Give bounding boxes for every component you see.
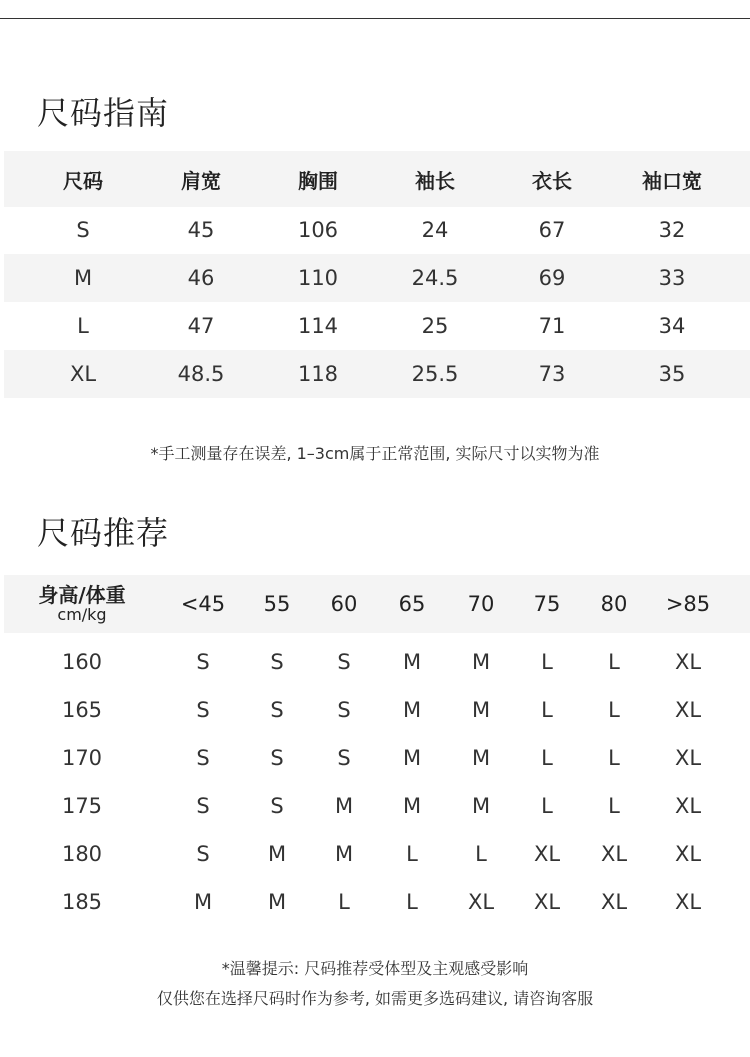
size-guide-cell: XL <box>69 362 97 386</box>
size-guide-cell: L <box>77 314 89 338</box>
weight-header-cell: 60 <box>330 592 358 616</box>
recommended-size-cell: L <box>475 842 487 866</box>
height-weight-unit: cm/kg <box>57 605 107 624</box>
recommended-size-cell: M <box>267 890 287 914</box>
size-recommendation-header-row <box>4 575 750 633</box>
recommended-size-cell: L <box>406 842 418 866</box>
recommended-size-cell: M <box>402 746 422 770</box>
recommended-size-cell: S <box>270 794 284 818</box>
weight-header-cell: <45 <box>180 592 226 616</box>
size-guide-header-cell: 肩宽 <box>181 168 221 193</box>
size-guide-header-cell: 袖口宽 <box>642 168 702 193</box>
recommended-size-cell: S <box>196 842 210 866</box>
recommended-size-cell: M <box>402 650 422 674</box>
recommended-size-cell: S <box>196 746 210 770</box>
measurement-note: *手工测量存在误差, 1–3cm属于正常范围, 实际尺寸以实物为准 <box>150 444 600 463</box>
recommended-size-cell: S <box>270 746 284 770</box>
recommended-size-cell: L <box>541 698 553 722</box>
height-cell: 160 <box>61 650 103 674</box>
weight-header-cell: 80 <box>600 592 628 616</box>
recommended-size-cell: L <box>541 650 553 674</box>
size-guide-row <box>4 206 750 254</box>
recommended-size-cell: M <box>471 650 491 674</box>
recommended-size-cell: M <box>334 794 354 818</box>
size-guide-row <box>4 350 750 398</box>
recommended-size-cell: S <box>196 698 210 722</box>
size-guide-cell: 69 <box>538 266 566 290</box>
recommended-size-cell: L <box>608 698 620 722</box>
weight-header-cell: 65 <box>398 592 426 616</box>
top-divider <box>0 18 750 19</box>
size-guide-row <box>4 254 750 302</box>
size-recommendation-row <box>4 782 750 830</box>
size-guide-cell: S <box>76 218 90 242</box>
size-recommendation-row <box>4 734 750 782</box>
recommended-size-cell: L <box>608 794 620 818</box>
recommended-size-cell: XL <box>674 698 702 722</box>
size-guide-cell: 71 <box>538 314 566 338</box>
size-recommendation-row <box>4 878 750 926</box>
size-guide-header-row <box>4 151 750 207</box>
size-guide-cell: 25 <box>421 314 449 338</box>
size-guide-header-cell: 衣长 <box>532 168 572 193</box>
recommended-size-cell: S <box>196 794 210 818</box>
size-guide-cell: M <box>73 266 93 290</box>
recommended-size-cell: L <box>608 746 620 770</box>
size-guide-cell: 47 <box>187 314 215 338</box>
size-guide-cell: 118 <box>297 362 339 386</box>
size-guide-cell: 32 <box>658 218 686 242</box>
size-recommendation-row <box>4 830 750 878</box>
size-guide-header-cell: 袖长 <box>415 168 455 193</box>
size-recommendation-title: 尺码推荐 <box>37 514 170 552</box>
recommended-size-cell: M <box>402 698 422 722</box>
recommended-size-cell: S <box>270 650 284 674</box>
recommended-size-cell: L <box>541 794 553 818</box>
recommended-size-cell: L <box>338 890 350 914</box>
weight-header-cell: >85 <box>665 592 711 616</box>
size-guide-cell: 46 <box>187 266 215 290</box>
recommended-size-cell: XL <box>600 842 628 866</box>
height-cell: 175 <box>61 794 103 818</box>
recommended-size-cell: S <box>337 650 351 674</box>
recommended-size-cell: M <box>471 794 491 818</box>
recommended-size-cell: M <box>193 890 213 914</box>
size-guide-cell: 33 <box>658 266 686 290</box>
size-guide-cell: 45 <box>187 218 215 242</box>
weight-header-cell: 70 <box>467 592 495 616</box>
size-guide-cell: 106 <box>297 218 339 242</box>
size-guide-header-cell: 胸围 <box>298 168 338 193</box>
weight-header-cell: 75 <box>533 592 561 616</box>
size-recommendation-row <box>4 638 750 686</box>
recommended-size-cell: S <box>196 650 210 674</box>
recommended-size-cell: XL <box>674 890 702 914</box>
size-guide-cell: 67 <box>538 218 566 242</box>
size-guide-cell: 110 <box>297 266 339 290</box>
recommended-size-cell: XL <box>533 842 561 866</box>
size-guide-header-cell: 尺码 <box>63 168 103 193</box>
height-cell: 185 <box>61 890 103 914</box>
size-guide-cell: 35 <box>658 362 686 386</box>
size-guide-cell: 24 <box>421 218 449 242</box>
height-cell: 180 <box>61 842 103 866</box>
recommended-size-cell: XL <box>674 842 702 866</box>
recommended-size-cell: M <box>471 746 491 770</box>
size-guide-cell: 114 <box>297 314 339 338</box>
size-guide-title: 尺码指南 <box>37 94 170 132</box>
recommendation-note: *温馨提示: 尺码推荐受体型及主观感受影响 <box>221 959 529 978</box>
recommended-size-cell: XL <box>533 890 561 914</box>
size-guide-cell: 25.5 <box>411 362 459 386</box>
recommended-size-cell: S <box>270 698 284 722</box>
recommended-size-cell: S <box>337 698 351 722</box>
recommended-size-cell: L <box>406 890 418 914</box>
size-guide-cell: 34 <box>658 314 686 338</box>
recommended-size-cell: XL <box>467 890 495 914</box>
recommended-size-cell: M <box>334 842 354 866</box>
recommended-size-cell: M <box>402 794 422 818</box>
weight-header-cell: 55 <box>263 592 291 616</box>
size-recommendation-row <box>4 686 750 734</box>
height-cell: 165 <box>61 698 103 722</box>
size-guide-cell: 48.5 <box>177 362 225 386</box>
recommended-size-cell: L <box>541 746 553 770</box>
height-cell: 170 <box>61 746 103 770</box>
height-weight-label: 身高/体重 <box>38 583 126 607</box>
size-guide-cell: 73 <box>538 362 566 386</box>
size-guide-row <box>4 302 750 350</box>
recommended-size-cell: XL <box>674 650 702 674</box>
recommended-size-cell: XL <box>600 890 628 914</box>
recommended-size-cell: M <box>471 698 491 722</box>
recommended-size-cell: XL <box>674 746 702 770</box>
recommended-size-cell: S <box>337 746 351 770</box>
size-guide-cell: 24.5 <box>411 266 459 290</box>
recommendation-note-detail: 仅供您在选择尺码时作为参考, 如需更多选码建议, 请咨询客服 <box>156 989 594 1008</box>
recommended-size-cell: L <box>608 650 620 674</box>
height-weight-corner-cell <box>27 575 137 633</box>
recommended-size-cell: XL <box>674 794 702 818</box>
recommended-size-cell: M <box>267 842 287 866</box>
